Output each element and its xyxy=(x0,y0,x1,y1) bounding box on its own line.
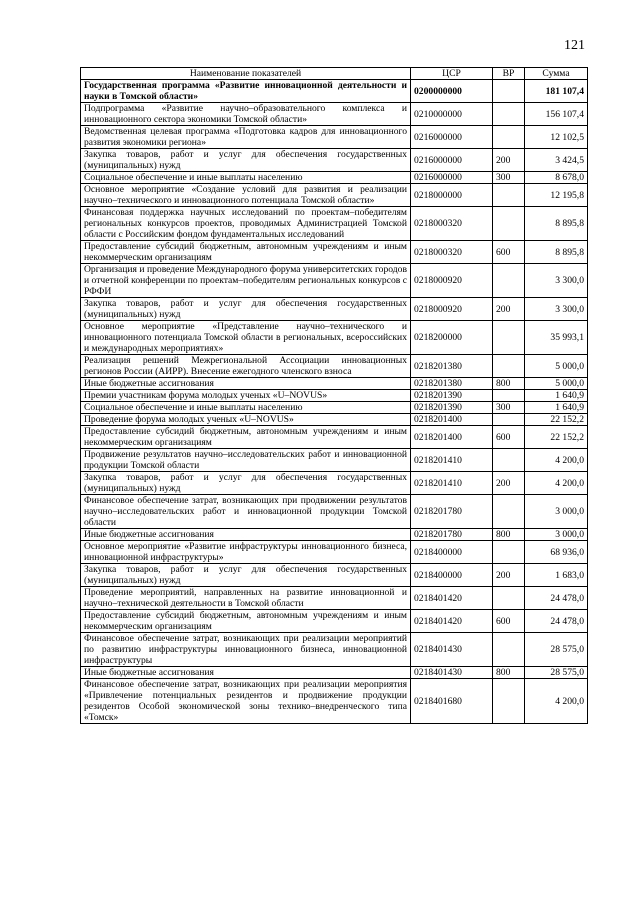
cell-name: Иные бюджетные ассигнования xyxy=(81,378,411,390)
cell-vr: 200 xyxy=(493,149,525,172)
cell-name: Основное мероприятие «Представление научно–технического и инновационного потенциала Томской области в региональных, всероссийских и международных мероприятиях» xyxy=(81,321,411,355)
cell-sum: 28 575,0 xyxy=(525,667,588,679)
cell-csr: 0218000320 xyxy=(411,241,493,264)
cell-csr: 0218401420 xyxy=(411,587,493,610)
cell-csr: 0218201380 xyxy=(411,355,493,378)
table-row xyxy=(81,298,588,321)
cell-csr: 0218401430 xyxy=(411,667,493,679)
cell-name: Финансовая поддержка научных исследований по проектам–победителям региональных конкурсов проектов, проводимых Администрацией Томской области с Российским фондом фундаментальных исследований xyxy=(81,207,411,241)
cell-csr: 0216000000 xyxy=(411,172,493,184)
cell-sum: 1 640,9 xyxy=(525,402,588,414)
cell-sum: 5 000,0 xyxy=(525,355,588,378)
cell-name: Закупка товаров, работ и услуг для обеспечения государственных (муниципальных) нужд xyxy=(81,298,411,321)
cell-sum: 12 102,5 xyxy=(525,126,588,149)
cell-csr: 0218000320 xyxy=(411,207,493,241)
cell-sum: 22 152,2 xyxy=(525,426,588,449)
table-row xyxy=(81,264,588,298)
table-row xyxy=(81,449,588,472)
table-row xyxy=(81,426,588,449)
cell-sum: 1 640,9 xyxy=(525,390,588,402)
cell-sum: 3 300,0 xyxy=(525,264,588,298)
budget-table xyxy=(80,67,588,724)
cell-csr: 0218000920 xyxy=(411,298,493,321)
cell-csr: 0218201410 xyxy=(411,472,493,495)
cell-name: Ведомственная целевая программа «Подготовка кадров для инновационного развития экономики региона» xyxy=(81,126,411,149)
cell-name: Закупка товаров, работ и услуг для обеспечения государственных (муниципальных) нужд xyxy=(81,564,411,587)
cell-vr: 300 xyxy=(493,172,525,184)
table-row xyxy=(81,80,588,103)
table-row xyxy=(81,495,588,529)
cell-vr xyxy=(493,390,525,402)
table-row xyxy=(81,321,588,355)
cell-csr: 0218201400 xyxy=(411,414,493,426)
table-row xyxy=(81,679,588,724)
cell-vr: 300 xyxy=(493,402,525,414)
cell-csr: 0216000000 xyxy=(411,126,493,149)
cell-vr: 200 xyxy=(493,564,525,587)
cell-csr: 0210000000 xyxy=(411,103,493,126)
cell-vr xyxy=(493,355,525,378)
cell-vr: 800 xyxy=(493,529,525,541)
table-row xyxy=(81,541,588,564)
cell-sum: 4 200,0 xyxy=(525,472,588,495)
cell-sum: 181 107,4 xyxy=(525,80,588,103)
cell-csr: 0218400000 xyxy=(411,564,493,587)
cell-csr: 0218201380 xyxy=(411,378,493,390)
table-row xyxy=(81,172,588,184)
cell-sum: 8 895,8 xyxy=(525,241,588,264)
cell-vr: 800 xyxy=(493,667,525,679)
table-row xyxy=(81,149,588,172)
cell-sum: 1 683,0 xyxy=(525,564,588,587)
cell-name: Закупка товаров, работ и услуг для обеспечения государственных (муниципальных) нужд xyxy=(81,472,411,495)
table-row xyxy=(81,207,588,241)
cell-name: Проведение мероприятий, направленных на развитие инновационной и научно–технической деятельности в Томской области xyxy=(81,587,411,610)
header-sum: Сумма xyxy=(525,68,588,80)
page-number: 121 xyxy=(564,38,585,53)
cell-name: Финансовое обеспечение затрат, возникающих при продвижении результатов научно–исследовательских работ и инновационной продукции Томской области xyxy=(81,495,411,529)
header-name: Наименование показателей xyxy=(81,68,411,80)
cell-vr: 600 xyxy=(493,241,525,264)
cell-csr: 0218200000 xyxy=(411,321,493,355)
cell-name: Предоставление субсидий бюджетным, автономным учреждениям и иным некоммерческим организациям xyxy=(81,426,411,449)
cell-name: Предоставление субсидий бюджетным, автономным учреждениям и иным некоммерческим организациям xyxy=(81,241,411,264)
cell-name: Финансовое обеспечение затрат, возникающих при реализации мероприятия «Привлечение потенциальных резидентов и продвижение продукции резидентов Особой экономической зоны технико–внедренческого типа «Томск» xyxy=(81,679,411,724)
cell-name: Финансовое обеспечение затрат, возникающих при реализации мероприятий по развитию инфраструктуры инновационного бизнеса, инновационной инфраструктуры xyxy=(81,633,411,667)
table-row xyxy=(81,529,588,541)
table-row xyxy=(81,587,588,610)
cell-sum: 12 195,8 xyxy=(525,184,588,207)
cell-vr xyxy=(493,449,525,472)
cell-csr: 0218000000 xyxy=(411,184,493,207)
cell-vr: 600 xyxy=(493,426,525,449)
cell-vr xyxy=(493,541,525,564)
cell-vr xyxy=(493,633,525,667)
cell-name: Предоставление субсидий бюджетным, автономным учреждениям и иным некоммерческим организациям xyxy=(81,610,411,633)
table-header-row xyxy=(81,68,588,80)
cell-name: Иные бюджетные ассигнования xyxy=(81,667,411,679)
table-row xyxy=(81,355,588,378)
cell-csr: 0218201780 xyxy=(411,495,493,529)
cell-csr: 0218201390 xyxy=(411,390,493,402)
cell-sum: 24 478,0 xyxy=(525,610,588,633)
cell-sum: 22 152,2 xyxy=(525,414,588,426)
cell-sum: 24 478,0 xyxy=(525,587,588,610)
cell-name: Премии участникам форума молодых ученых «U–NOVUS» xyxy=(81,390,411,402)
cell-vr xyxy=(493,207,525,241)
cell-name: Основное мероприятие «Развитие инфраструктуры инновационного бизнеса, инновационной инфраструктуры» xyxy=(81,541,411,564)
cell-sum: 68 936,0 xyxy=(525,541,588,564)
cell-name: Иные бюджетные ассигнования xyxy=(81,529,411,541)
table-row xyxy=(81,184,588,207)
cell-name: Социальное обеспечение и иные выплаты населению xyxy=(81,402,411,414)
cell-csr: 0218201390 xyxy=(411,402,493,414)
cell-name: Подпрограмма «Развитие научно–образовательного комплекса и инновационного сектора экономики Томской области» xyxy=(81,103,411,126)
cell-vr xyxy=(493,495,525,529)
cell-csr: 0218201780 xyxy=(411,529,493,541)
cell-csr: 0218401430 xyxy=(411,633,493,667)
table-row xyxy=(81,472,588,495)
cell-csr: 0218000920 xyxy=(411,264,493,298)
header-vr: ВР xyxy=(493,68,525,80)
cell-csr: 0218201400 xyxy=(411,426,493,449)
cell-name: Продвижение результатов научно–исследовательских работ и инновационной продукции Томской области xyxy=(81,449,411,472)
table-row xyxy=(81,126,588,149)
cell-sum: 35 993,1 xyxy=(525,321,588,355)
table-row xyxy=(81,414,588,426)
cell-name: Государственная программа «Развитие инновационной деятельности и науки в Томской области» xyxy=(81,80,411,103)
cell-vr: 200 xyxy=(493,472,525,495)
table-row xyxy=(81,610,588,633)
cell-csr: 0200000000 xyxy=(411,80,493,103)
table-row xyxy=(81,564,588,587)
cell-vr xyxy=(493,679,525,724)
cell-csr: 0218201410 xyxy=(411,449,493,472)
table-row xyxy=(81,241,588,264)
cell-sum: 3 300,0 xyxy=(525,298,588,321)
cell-name: Закупка товаров, работ и услуг для обеспечения государственных (муниципальных) нужд xyxy=(81,149,411,172)
cell-vr: 200 xyxy=(493,298,525,321)
cell-vr xyxy=(493,414,525,426)
cell-vr xyxy=(493,126,525,149)
cell-vr: 800 xyxy=(493,378,525,390)
table-row xyxy=(81,103,588,126)
cell-sum: 3 000,0 xyxy=(525,529,588,541)
cell-vr xyxy=(493,264,525,298)
table-row xyxy=(81,402,588,414)
cell-sum: 8 678,0 xyxy=(525,172,588,184)
table-row xyxy=(81,633,588,667)
cell-name: Реализация решений Межрегиональной Ассоциации инновационных регионов России (АИРР). Внесение ежегодного членского взноса xyxy=(81,355,411,378)
cell-csr: 0218400000 xyxy=(411,541,493,564)
table-row xyxy=(81,667,588,679)
cell-sum: 8 895,8 xyxy=(525,207,588,241)
cell-sum: 3 424,5 xyxy=(525,149,588,172)
cell-csr: 0216000000 xyxy=(411,149,493,172)
cell-vr xyxy=(493,184,525,207)
cell-vr xyxy=(493,321,525,355)
cell-sum: 156 107,4 xyxy=(525,103,588,126)
cell-name: Основное мероприятие «Создание условий для развития и реализации научно–технического и инновационного потенциала Томской области» xyxy=(81,184,411,207)
cell-sum: 28 575,0 xyxy=(525,633,588,667)
cell-csr: 0218401420 xyxy=(411,610,493,633)
table-row xyxy=(81,390,588,402)
cell-vr: 600 xyxy=(493,610,525,633)
cell-sum: 4 200,0 xyxy=(525,449,588,472)
cell-name: Организация и проведение Международного форума университетских городов и отчетной конференции по проектам–победителям региональных конкурсов с РФФИ xyxy=(81,264,411,298)
table-row xyxy=(81,378,588,390)
cell-vr xyxy=(493,80,525,103)
cell-name: Социальное обеспечение и иные выплаты населению xyxy=(81,172,411,184)
cell-name: Проведение форума молодых ученых «U–NOVUS» xyxy=(81,414,411,426)
cell-csr: 0218401680 xyxy=(411,679,493,724)
cell-sum: 3 000,0 xyxy=(525,495,588,529)
cell-sum: 5 000,0 xyxy=(525,378,588,390)
cell-vr xyxy=(493,587,525,610)
cell-vr xyxy=(493,103,525,126)
header-csr: ЦСР xyxy=(411,68,493,80)
table-body xyxy=(81,80,588,724)
cell-sum: 4 200,0 xyxy=(525,679,588,724)
